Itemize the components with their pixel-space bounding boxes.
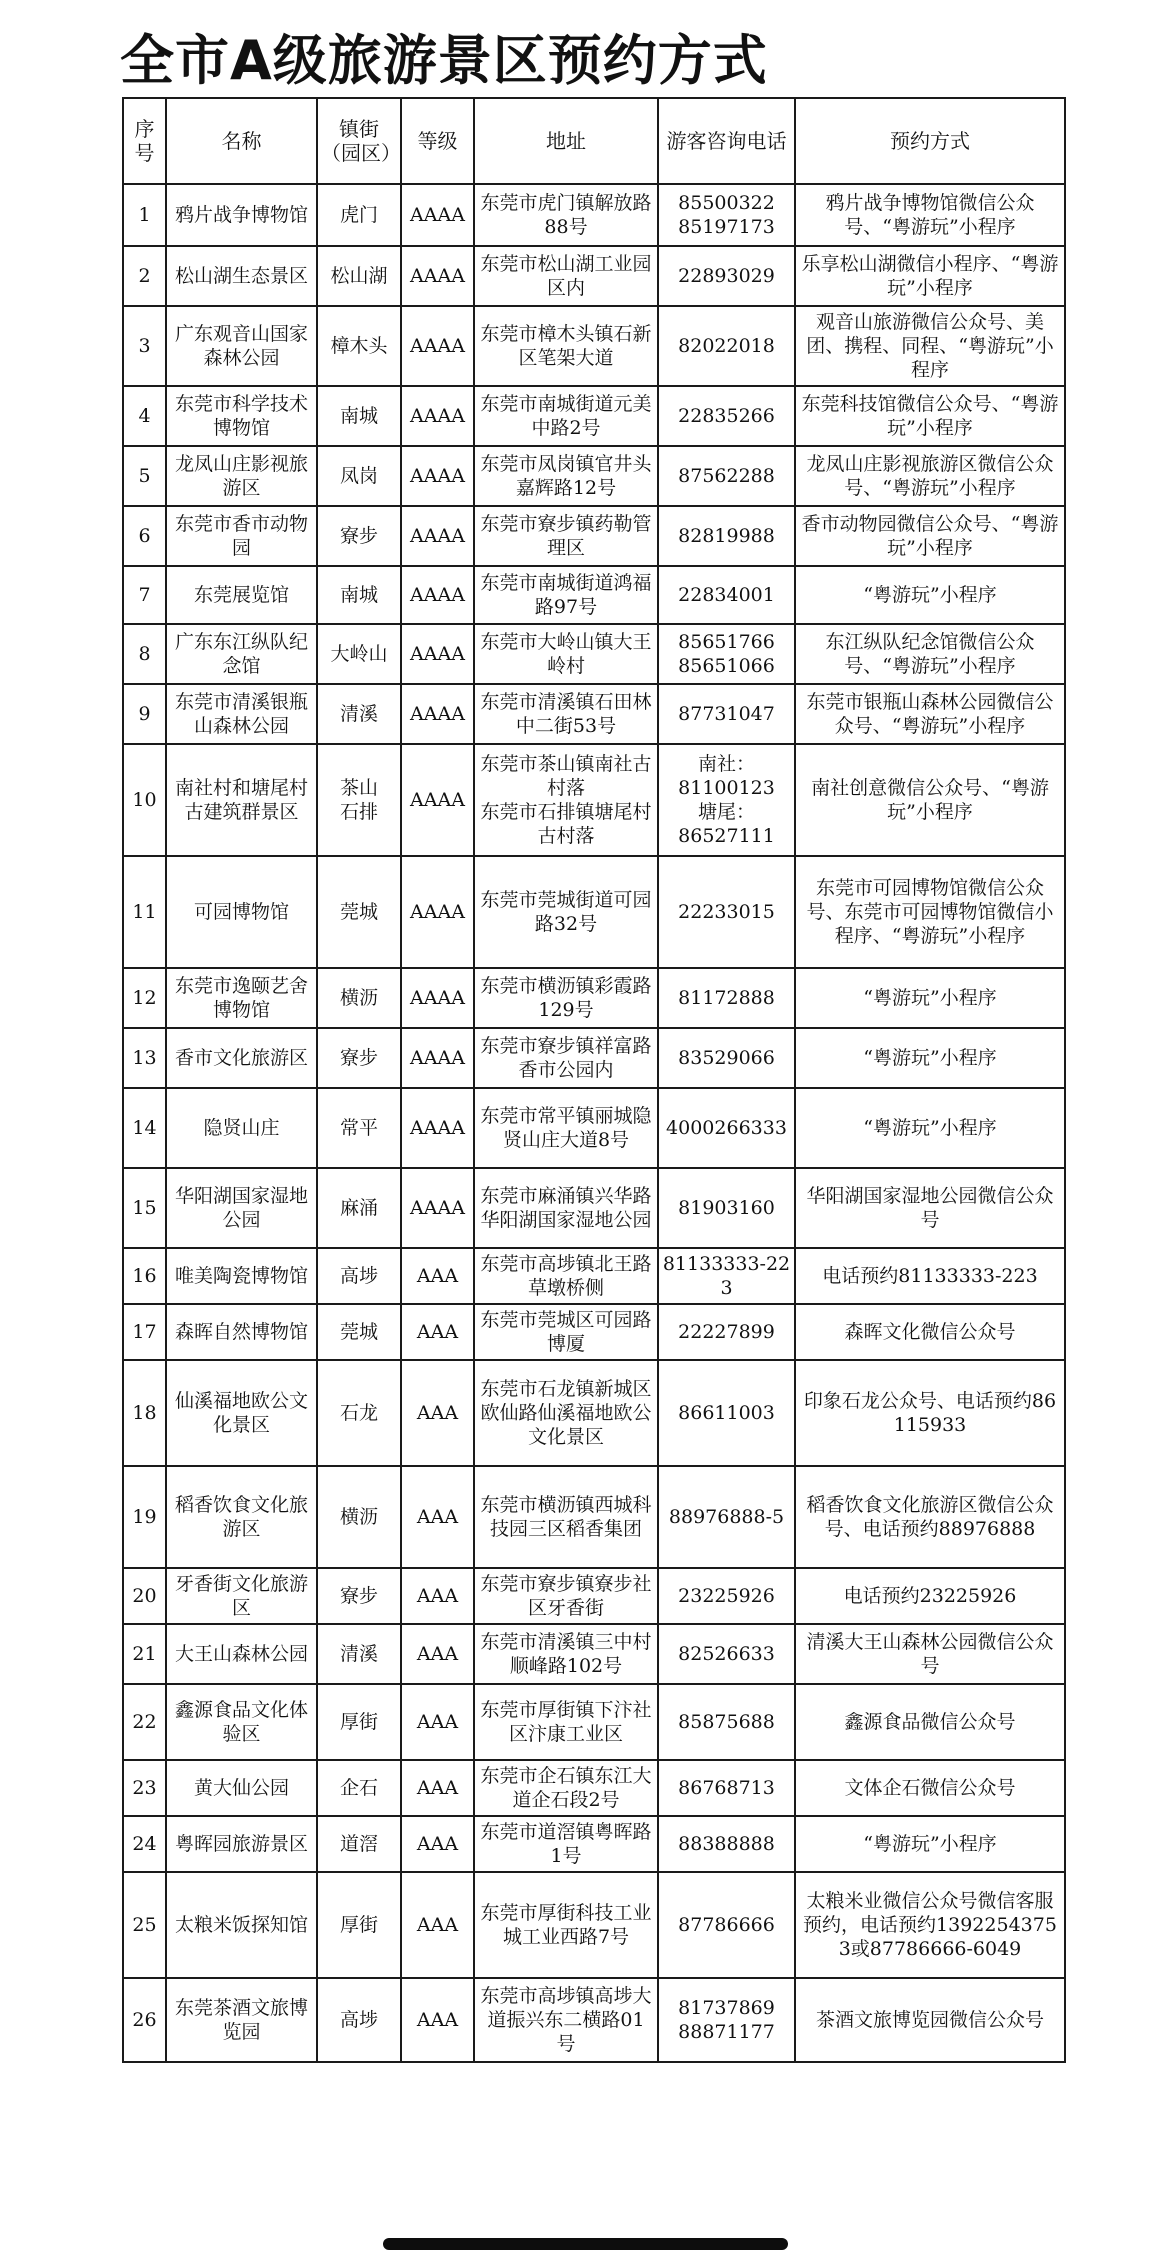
table-row [123, 1168, 1065, 1248]
cell-booking: 茶酒文旅博览园微信公众号 [795, 1978, 1065, 2062]
cell-address: 东莞市南城街道元美中路2号 [474, 386, 658, 446]
page-title: 全市A级旅游景区预约方式 [120, 29, 768, 92]
cell-phone: 88976888-5 [658, 1466, 795, 1568]
cell-address: 东莞市横沥镇彩霞路129号 [474, 968, 658, 1028]
cell-booking: “粤游玩”小程序 [795, 1088, 1065, 1168]
cell-town: 虎门 [317, 184, 401, 246]
cell-phone: 86768713 [658, 1760, 795, 1816]
table-row [123, 968, 1065, 1028]
cell-name: 广东东江纵队纪念馆 [166, 624, 317, 684]
table-row [123, 1304, 1065, 1360]
cell-grade: AAA [401, 1816, 474, 1872]
cell-phone: 22233015 [658, 856, 795, 968]
cell-no: 23 [123, 1760, 166, 1816]
cell-booking: 鑫源食品微信公众号 [795, 1684, 1065, 1760]
cell-name: 广东观音山国家森林公园 [166, 306, 317, 386]
cell-grade: AAA [401, 1760, 474, 1816]
cell-grade: AAAA [401, 968, 474, 1028]
cell-booking: 太粮米业微信公众号微信客服预约，电话预约13922543753或87786666-6049 [795, 1872, 1065, 1978]
header-address: 地址 [474, 98, 658, 184]
header-town: 镇街（园区） [317, 98, 401, 184]
cell-address: 东莞市石龙镇新城区欧仙路仙溪福地欧公文化景区 [474, 1360, 658, 1466]
cell-phone: 85651766 85651066 [658, 624, 795, 684]
cell-booking: 电话预约81133333-223 [795, 1248, 1065, 1304]
cell-no: 15 [123, 1168, 166, 1248]
cell-town: 南城 [317, 566, 401, 624]
cell-address: 东莞市清溪镇石田林中二街53号 [474, 684, 658, 744]
cell-booking: 华阳湖国家湿地公园微信公众号 [795, 1168, 1065, 1248]
table-row [123, 1360, 1065, 1466]
cell-phone: 81903160 [658, 1168, 795, 1248]
cell-booking: “粤游玩”小程序 [795, 968, 1065, 1028]
cell-name: 松山湖生态景区 [166, 246, 317, 306]
cell-booking: 森晖文化微信公众号 [795, 1304, 1065, 1360]
cell-no: 9 [123, 684, 166, 744]
cell-booking: 香市动物园微信公众号、“粤游玩”小程序 [795, 506, 1065, 566]
cell-booking: 东莞市可园博物馆微信公众号、东莞市可园博物馆微信小程序、“粤游玩”小程序 [795, 856, 1065, 968]
cell-no: 26 [123, 1978, 166, 2062]
cell-grade: AAAA [401, 624, 474, 684]
cell-grade: AAAA [401, 446, 474, 506]
cell-town: 厚街 [317, 1684, 401, 1760]
table-row [123, 856, 1065, 968]
cell-town: 樟木头 [317, 306, 401, 386]
cell-address: 东莞市樟木头镇石新区笔架大道 [474, 306, 658, 386]
cell-name: 东莞市香市动物园 [166, 506, 317, 566]
cell-phone: 86611003 [658, 1360, 795, 1466]
cell-town: 横沥 [317, 1466, 401, 1568]
cell-town: 石龙 [317, 1360, 401, 1466]
cell-address: 东莞市厚街科技工业城工业西路7号 [474, 1872, 658, 1978]
cell-name: 黄大仙公园 [166, 1760, 317, 1816]
cell-no: 24 [123, 1816, 166, 1872]
cell-name: 太粮米饭探知馆 [166, 1872, 317, 1978]
cell-town: 常平 [317, 1088, 401, 1168]
cell-address: 东莞市凤岗镇官井头嘉辉路12号 [474, 446, 658, 506]
header-name: 名称 [166, 98, 317, 184]
cell-grade: AAAA [401, 1028, 474, 1088]
cell-no: 7 [123, 566, 166, 624]
cell-no: 18 [123, 1360, 166, 1466]
table-row [123, 1684, 1065, 1760]
cell-name: 隐贤山庄 [166, 1088, 317, 1168]
cell-address: 东莞市寮步镇祥富路香市公园内 [474, 1028, 658, 1088]
cell-town: 凤岗 [317, 446, 401, 506]
cell-town: 松山湖 [317, 246, 401, 306]
cell-no: 17 [123, 1304, 166, 1360]
cell-town: 企石 [317, 1760, 401, 1816]
cell-grade: AAA [401, 1466, 474, 1568]
cell-booking: “粤游玩”小程序 [795, 1816, 1065, 1872]
cell-grade: AAAA [401, 506, 474, 566]
table-row [123, 1028, 1065, 1088]
cell-address: 东莞市莞城区可园路博厦 [474, 1304, 658, 1360]
cell-grade: AAAA [401, 246, 474, 306]
table-row [123, 1088, 1065, 1168]
cell-name: 东莞市科学技术博物馆 [166, 386, 317, 446]
cell-town: 大岭山 [317, 624, 401, 684]
cell-name: 稻香饮食文化旅游区 [166, 1466, 317, 1568]
cell-address: 东莞市高埗镇北王路草墩桥侧 [474, 1248, 658, 1304]
table-body [123, 184, 1065, 2062]
cell-grade: AAA [401, 1684, 474, 1760]
table-row [123, 1248, 1065, 1304]
cell-no: 21 [123, 1624, 166, 1684]
cell-town: 莞城 [317, 856, 401, 968]
cell-grade: AAA [401, 1872, 474, 1978]
cell-phone: 4000266333 [658, 1088, 795, 1168]
cell-booking: 文体企石微信公众号 [795, 1760, 1065, 1816]
cell-address: 东莞市高埗镇高埗大道振兴东二横路01号 [474, 1978, 658, 2062]
cell-grade: AAAA [401, 386, 474, 446]
home-indicator [383, 2238, 788, 2250]
cell-name: 东莞市清溪银瓶山森林公园 [166, 684, 317, 744]
cell-phone: 87731047 [658, 684, 795, 744]
cell-no: 11 [123, 856, 166, 968]
header-no: 序号 [123, 98, 166, 184]
cell-grade: AAAA [401, 1168, 474, 1248]
table-row [123, 1760, 1065, 1816]
cell-grade: AAAA [401, 566, 474, 624]
cell-town: 寮步 [317, 506, 401, 566]
cell-no: 20 [123, 1568, 166, 1624]
cell-address: 东莞市麻涌镇兴华路华阳湖国家湿地公园 [474, 1168, 658, 1248]
header-grade: 等级 [401, 98, 474, 184]
cell-no: 16 [123, 1248, 166, 1304]
cell-no: 14 [123, 1088, 166, 1168]
cell-town: 南城 [317, 386, 401, 446]
table-row [123, 506, 1065, 566]
table-row [123, 1978, 1065, 2062]
cell-phone: 22227899 [658, 1304, 795, 1360]
cell-address: 东莞市道滘镇粤晖路1号 [474, 1816, 658, 1872]
cell-phone: 87786666 [658, 1872, 795, 1978]
cell-name: 森晖自然博物馆 [166, 1304, 317, 1360]
cell-booking: 电话预约23225926 [795, 1568, 1065, 1624]
cell-grade: AAAA [401, 1088, 474, 1168]
cell-booking: 东莞科技馆微信公众号、“粤游玩”小程序 [795, 386, 1065, 446]
cell-name: 鑫源食品文化体验区 [166, 1684, 317, 1760]
cell-phone: 88388888 [658, 1816, 795, 1872]
cell-town: 寮步 [317, 1568, 401, 1624]
cell-no: 3 [123, 306, 166, 386]
cell-name: 东莞茶酒文旅博览园 [166, 1978, 317, 2062]
cell-name: 粤晖园旅游景区 [166, 1816, 317, 1872]
cell-grade: AAAA [401, 856, 474, 968]
cell-grade: AAA [401, 1568, 474, 1624]
cell-phone: 85500322 85197173 [658, 184, 795, 246]
cell-booking: 清溪大王山森林公园微信公众号 [795, 1624, 1065, 1684]
cell-booking: “粤游玩”小程序 [795, 1028, 1065, 1088]
cell-name: 牙香街文化旅游区 [166, 1568, 317, 1624]
cell-address: 东莞市南城街道鸿福路97号 [474, 566, 658, 624]
cell-no: 10 [123, 744, 166, 856]
cell-phone: 83529066 [658, 1028, 795, 1088]
cell-name: 大王山森林公园 [166, 1624, 317, 1684]
cell-phone: 22835266 [658, 386, 795, 446]
cell-no: 22 [123, 1684, 166, 1760]
cell-name: 仙溪福地欧公文化景区 [166, 1360, 317, 1466]
cell-grade: AAAA [401, 184, 474, 246]
cell-no: 12 [123, 968, 166, 1028]
cell-name: 香市文化旅游区 [166, 1028, 317, 1088]
cell-address: 东莞市寮步镇寮步社区牙香街 [474, 1568, 658, 1624]
cell-name: 可园博物馆 [166, 856, 317, 968]
cell-name: 鸦片战争博物馆 [166, 184, 317, 246]
cell-phone: 82022018 [658, 306, 795, 386]
cell-phone: 82819988 [658, 506, 795, 566]
cell-booking: 观音山旅游微信公众号、美团、携程、同程、“粤游玩”小程序 [795, 306, 1065, 386]
table-row [123, 1466, 1065, 1568]
cell-booking: 东江纵队纪念馆微信公众号、“粤游玩”小程序 [795, 624, 1065, 684]
table-row [123, 566, 1065, 624]
cell-grade: AAA [401, 1624, 474, 1684]
table-row [123, 1568, 1065, 1624]
cell-phone: 81737869 88871177 [658, 1978, 795, 2062]
cell-no: 6 [123, 506, 166, 566]
cell-booking: 鸦片战争博物馆微信公众号、“粤游玩”小程序 [795, 184, 1065, 246]
cell-phone: 81172888 [658, 968, 795, 1028]
cell-phone: 85875688 [658, 1684, 795, 1760]
cell-name: 东莞展览馆 [166, 566, 317, 624]
cell-address: 东莞市厚街镇下汴社区汴康工业区 [474, 1684, 658, 1760]
cell-address: 东莞市茶山镇南社古村落 东莞市石排镇塘尾村古村落 [474, 744, 658, 856]
cell-address: 东莞市虎门镇解放路88号 [474, 184, 658, 246]
cell-no: 4 [123, 386, 166, 446]
cell-name: 龙凤山庄影视旅游区 [166, 446, 317, 506]
attractions-table [122, 97, 1066, 2063]
cell-no: 1 [123, 184, 166, 246]
cell-no: 5 [123, 446, 166, 506]
cell-grade: AAA [401, 1360, 474, 1466]
cell-name: 南社村和塘尾村古建筑群景区 [166, 744, 317, 856]
cell-address: 东莞市企石镇东江大道企石段2号 [474, 1760, 658, 1816]
cell-address: 东莞市清溪镇三中村顺峰路102号 [474, 1624, 658, 1684]
header-row [123, 98, 1065, 184]
cell-booking: 南社创意微信公众号、“粤游玩”小程序 [795, 744, 1065, 856]
cell-phone: 81133333-223 [658, 1248, 795, 1304]
cell-address: 东莞市横沥镇西城科技园三区稻香集团 [474, 1466, 658, 1568]
cell-address: 东莞市松山湖工业园区内 [474, 246, 658, 306]
cell-address: 东莞市寮步镇药勒管理区 [474, 506, 658, 566]
cell-booking: 乐享松山湖微信小程序、“粤游玩”小程序 [795, 246, 1065, 306]
cell-town: 麻涌 [317, 1168, 401, 1248]
cell-town: 道滘 [317, 1816, 401, 1872]
table-row [123, 246, 1065, 306]
header-phone: 游客咨询电话 [658, 98, 795, 184]
table-row [123, 1816, 1065, 1872]
cell-name: 华阳湖国家湿地公园 [166, 1168, 317, 1248]
table-row [123, 184, 1065, 246]
cell-no: 25 [123, 1872, 166, 1978]
cell-town: 清溪 [317, 684, 401, 744]
cell-address: 东莞市莞城街道可园路32号 [474, 856, 658, 968]
cell-no: 2 [123, 246, 166, 306]
cell-booking: 龙凤山庄影视旅游区微信公众号、“粤游玩”小程序 [795, 446, 1065, 506]
cell-name: 唯美陶瓷博物馆 [166, 1248, 317, 1304]
cell-grade: AAAA [401, 684, 474, 744]
cell-no: 19 [123, 1466, 166, 1568]
cell-address: 东莞市大岭山镇大王岭村 [474, 624, 658, 684]
cell-grade: AAAA [401, 744, 474, 856]
table-row [123, 624, 1065, 684]
cell-grade: AAA [401, 1304, 474, 1360]
header-booking: 预约方式 [795, 98, 1065, 184]
cell-booking: 印象石龙公众号、电话预约86115933 [795, 1360, 1065, 1466]
table-row [123, 386, 1065, 446]
cell-town: 高埗 [317, 1978, 401, 2062]
cell-name: 东莞市逸颐艺舍博物馆 [166, 968, 317, 1028]
table-row [123, 306, 1065, 386]
cell-town: 寮步 [317, 1028, 401, 1088]
cell-town: 莞城 [317, 1304, 401, 1360]
cell-town: 清溪 [317, 1624, 401, 1684]
cell-town: 厚街 [317, 1872, 401, 1978]
cell-phone: 22893029 [658, 246, 795, 306]
cell-phone: 22834001 [658, 566, 795, 624]
cell-booking: “粤游玩”小程序 [795, 566, 1065, 624]
cell-phone: 南社： 81100123 塘尾： 86527111 [658, 744, 795, 856]
cell-address: 东莞市常平镇丽城隐贤山庄大道8号 [474, 1088, 658, 1168]
cell-phone: 87562288 [658, 446, 795, 506]
cell-booking: 东莞市银瓶山森林公园微信公众号、“粤游玩”小程序 [795, 684, 1065, 744]
cell-phone: 23225926 [658, 1568, 795, 1624]
cell-town: 高埗 [317, 1248, 401, 1304]
cell-no: 13 [123, 1028, 166, 1088]
table-row [123, 684, 1065, 744]
cell-town: 茶山 石排 [317, 744, 401, 856]
cell-grade: AAA [401, 1978, 474, 2062]
table-row [123, 446, 1065, 506]
cell-no: 8 [123, 624, 166, 684]
cell-town: 横沥 [317, 968, 401, 1028]
table-row [123, 1624, 1065, 1684]
cell-phone: 82526633 [658, 1624, 795, 1684]
table-row [123, 744, 1065, 856]
cell-booking: 稻香饮食文化旅游区微信公众号、电话预约88976888 [795, 1466, 1065, 1568]
cell-grade: AAAA [401, 306, 474, 386]
table-row [123, 1872, 1065, 1978]
cell-grade: AAA [401, 1248, 474, 1304]
